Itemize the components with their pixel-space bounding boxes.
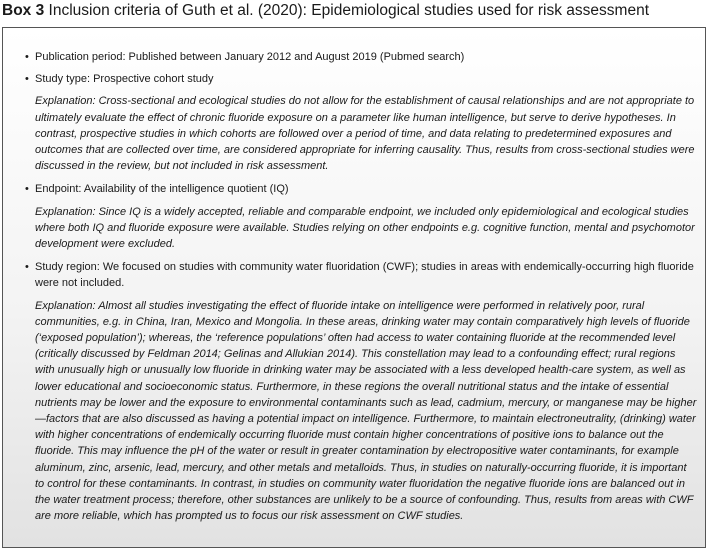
criterion-study-region (25, 259, 697, 291)
criterion-study-type (25, 71, 697, 87)
bullet-icon: • (25, 183, 29, 196)
criterion-publication-period (25, 49, 697, 65)
box-content (2, 27, 706, 548)
explanation-study-type: Explanation: Cross-sectional and ecological studies do not allow for the establishment of causal relationships and are not appropriate to ultimately evaluate the effect of chronic fluoride exposure on a parameter like human intelligence, but serve to derive hypotheses. In contrast, prospective studies in which cohorts are followed over a period of time, and data relating to predetermined exposures and outcomes that are collected over time, are considered appropriate for inferring causality. Thus, results from cross-sectional studies were discussed in the review, but not included in risk assessment. (35, 95, 695, 173)
box-title (2, 1, 649, 21)
explanation-endpoint: Explanation: Since IQ is a widely accepted, reliable and comparable endpoint, we included only epidemiological and ecological studies where both IQ and fluoride exposure were available. Studies relying on other endpoints e.g. cognitive function, mental and psychomotor development were excluded. (35, 205, 695, 251)
criterion-endpoint (25, 181, 697, 197)
criterion-text: Study type: Prospective cohort study (35, 73, 214, 86)
explanation-study-region: Explanation: Almost all studies investigating the effect of fluoride intake on intelligence were performed in relatively poor, rural communities, e.g. in China, Iran, Mexico and Mongolia. In these areas, drinking water may contain comparatively high levels of fluoride (‘exposed population’); whereas, the ‘reference populations’ often had access to water containing fluoride at the recommended level (critically discussed by Feldman 2014; Gelinas and Allukian 2014). This constellation may lead to a confounding effect; rural regions with unusually high or unusually low fluoride in drinking water may be associated with a less developed health-care system, as well as lower educational and socioeconomic status. Furthermore, in these regions the overall nutritional status and the intake of essential nutrients may be lower and the exposure to environmental contaminants such as lead, cadmium, mercury, or manganese may be higher—factors that are also discussed as having a potential impact on intelligence. Furthermore, to maintain electroneutrality, (drinking) water with higher concentrations of endemically occurring fluoride must contain higher concentrations of positive ions to balance out the fluoride. This may influence the pH of the water or result in greater contamination by electropositive water contaminants, for example aluminum, zinc, arsenic, lead, mercury, and other metals and metalloids. Thus, in studies on naturally-occurring fluoride, it is important to control for these contaminants. In contrast, in studies on community water fluoridation the negative fluoride ions are balanced out in the water treatment process; therefore, other substances are unlikely to be a source of confounding. Thus, results from areas with CWF are more reliable, which has prompted us to focus our risk assessment on CWF studies. (35, 299, 697, 523)
criterion-text: Endpoint: Availability of the intelligence quotient (IQ) (35, 183, 289, 196)
bullet-icon: • (25, 73, 29, 86)
bullet-icon: • (25, 51, 29, 63)
criterion-text: Publication period: Published between January 2012 and August 2019 (Pubmed search) (35, 51, 465, 63)
box-title-text: Inclusion criteria of Guth et al. (2020): Epidemiological studies used for risk assessment (48, 2, 650, 19)
bullet-icon: • (25, 261, 29, 274)
box-label: Box 3 (2, 2, 45, 19)
criterion-text: Study region: We focused on studies with community water fluoridation (CWF); studies in areas with endemically-occurring high fluoride were not included. (35, 261, 694, 290)
